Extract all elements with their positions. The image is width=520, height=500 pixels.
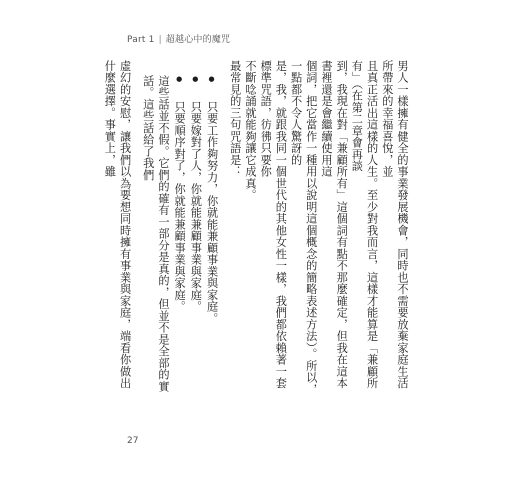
text-line: 是，我，就跟我同一個世代的其他女性一樣，我們都依賴著一套標準咒語，彷彿只要你 xyxy=(259,60,288,389)
page-number: 27 xyxy=(127,436,139,446)
text-line: 男人一樣擁有健全的事業發展機會，同時也不需要放棄家庭生活所帶來的幸福喜悅，並 xyxy=(380,60,409,389)
text-line: 個詞，把它當作一種用以說明這個概念的簡略表述方法）。所以，一點都不令人驚訝的 xyxy=(289,60,318,396)
text-line: 且真正活出這樣的人生。至少對我而言，這樣才能算是「兼顧所有」（在第二章會再談 xyxy=(350,60,379,389)
text-line: 到，我現在對「兼顧所有」這個詞有點不那麼確定，但我在這本書裡還是會繼續使用這 xyxy=(319,60,349,389)
list-item-text: 只要工作夠努力，你就能兼顧事業與家庭。 xyxy=(205,101,219,325)
list-item xyxy=(203,60,219,400)
text-line: 這些話並不假。它們的確有一部分是真的，但並不是全部的實話。這些話給了我們 xyxy=(141,75,170,393)
bullet-icon: ● xyxy=(207,75,216,84)
list-item-text: 只要嫁對了人，你就能兼顧事業與家庭。 xyxy=(189,101,203,313)
list-item xyxy=(187,60,203,400)
list-item xyxy=(171,60,187,400)
header-part: Part 1 xyxy=(127,35,155,45)
text-line: 不斷唸誦就能夠讓它成真。 xyxy=(243,60,257,201)
bullet-icon: ● xyxy=(175,75,184,84)
bullet-icon: ● xyxy=(191,75,200,84)
vertical-body-text xyxy=(103,60,410,400)
list-item-text: 只要順序對了，你就能兼顧事業與家庭。 xyxy=(173,101,187,313)
running-header xyxy=(127,32,230,45)
list-intro: 最常見的三句咒語是： xyxy=(228,60,242,178)
header-chapter-title: 超越心中的魔咒 xyxy=(165,35,231,45)
text-line: 虛幻的安慰，讓我們以為要想同時擁有事業與家庭，端看你做出什麼選擇。事實上，雖 xyxy=(103,60,132,389)
header-separator: | xyxy=(158,35,162,45)
